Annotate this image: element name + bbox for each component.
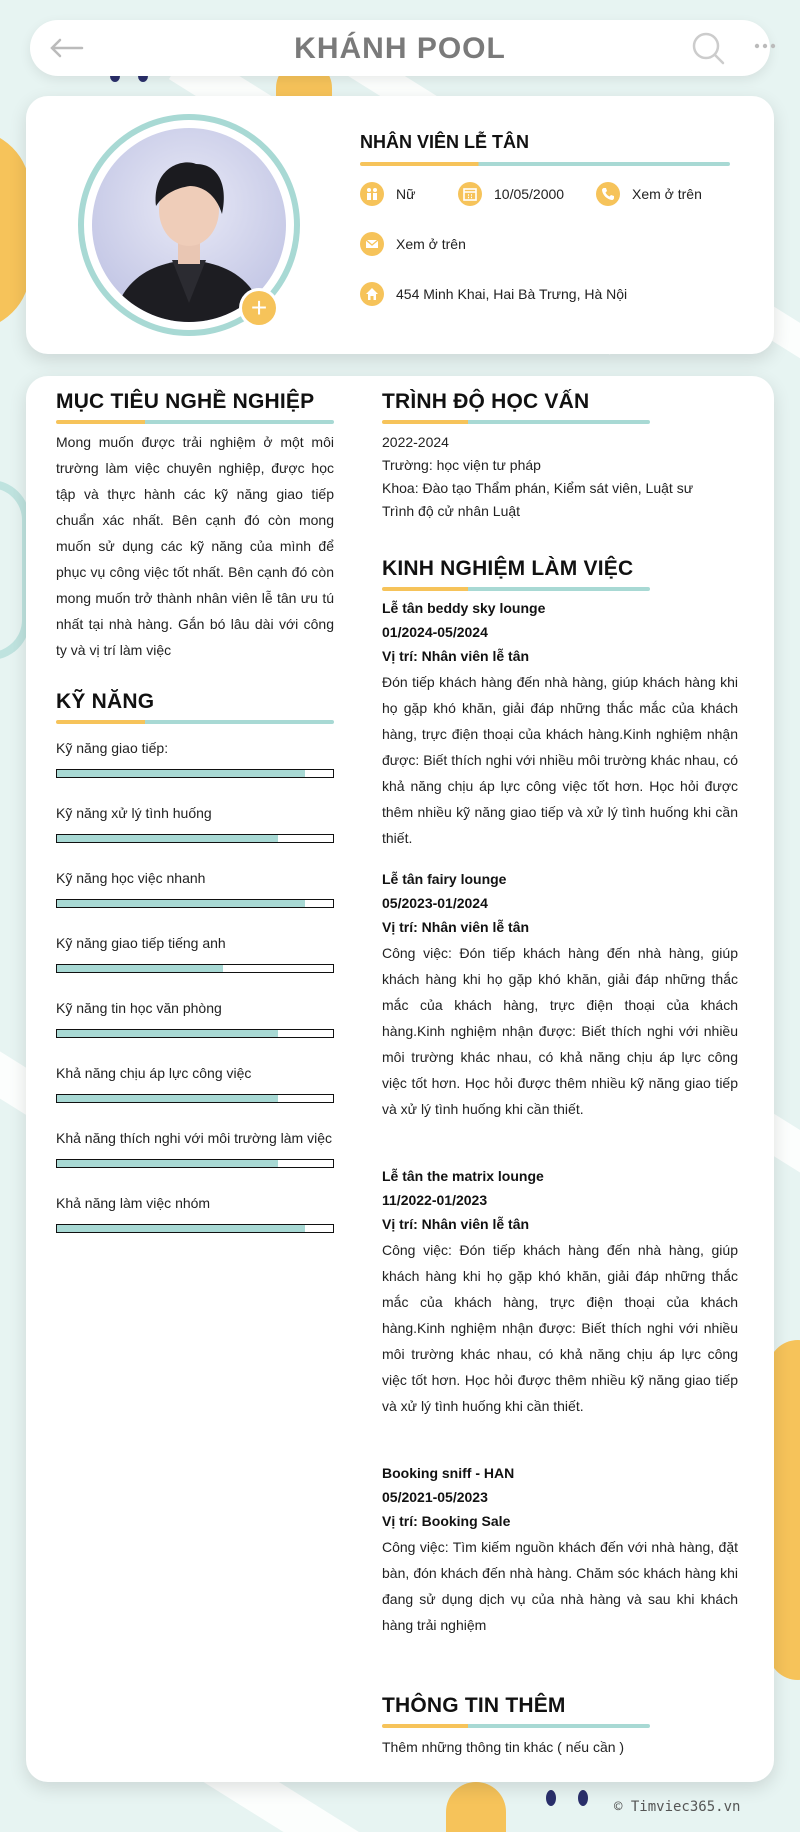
skills-divider <box>56 720 334 724</box>
skill-bar-fill <box>57 835 278 842</box>
phone-icon <box>596 182 620 206</box>
phone-row <box>596 182 702 206</box>
skill-bar-fill <box>57 900 305 907</box>
experience-description: Công việc: Tìm kiếm nguồn khách đến với nhà hàng, đặt bàn, đón khách đến nhà hàng. Chăm sóc khách hàng khi đang sử dụng dịch vụ của nhà hàng và sau khi khách hàng trải nghiệm <box>382 1539 738 1633</box>
job-title: NHÂN VIÊN LỄ TÂN <box>360 132 530 152</box>
search-icon[interactable] <box>690 30 726 66</box>
skill-label: Khả năng chịu áp lực công việc <box>56 1065 252 1081</box>
add-photo-button[interactable]: + <box>242 291 276 325</box>
education-divider <box>382 420 650 424</box>
phone-value: Xem ở trên <box>632 186 702 202</box>
skill-bar <box>56 1224 334 1233</box>
experience-position: Vị trí: Booking Sale <box>382 1513 511 1529</box>
experience-position: Vị trí: Nhân viên lễ tân <box>382 919 530 935</box>
calendar-icon <box>458 182 482 206</box>
skill-bar-fill <box>57 1160 278 1167</box>
experience-period: 05/2023-01/2024 <box>382 895 488 911</box>
experience-description: Đón tiếp khách hàng đến nhà hàng, giúp khách hàng khi họ gặp khó khăn, giải đáp những thắc mắc của khách hàng, trực điện thoại của khách hàng.Kinh nghiệm nhận được: Biết thích nghi với nhiều môi trường khác nhau, có khả năng chịu áp lực công việc tốt hơn. Học hỏi được thêm nhiều kỹ năng giao tiếp và xử lý tình huống khi cần thiết. <box>382 674 738 846</box>
skill-bar <box>56 1029 334 1038</box>
email-value: Xem ở trên <box>396 236 466 252</box>
extra-info-text: Thêm những thông tin khác ( nếu cần ) <box>382 1739 625 1755</box>
objective-divider <box>56 420 334 424</box>
experience-company: Lễ tân fairy lounge <box>382 871 507 887</box>
skill-label: Khả năng làm việc nhóm <box>56 1195 211 1211</box>
experience-description: Công việc: Đón tiếp khách hàng đến nhà hàng, giúp khách hàng khi họ gặp khó khăn, giải đáp những thắc mắc của khách hàng, trực điện thoại của khách hàng.Kinh nghiệm nhận được: Biết thích nghi với nhiều môi trường khác nhau, có khả năng chịu áp lực công việc tốt hơn. Học hỏi được thêm nhiều kỹ năng giao tiếp và xử lý tình huống khi cần thiết. <box>382 1242 738 1414</box>
experience-company: Lễ tân the matrix lounge <box>382 1168 544 1184</box>
skill-bar-fill <box>57 1225 305 1232</box>
skill-bar <box>56 1094 334 1103</box>
skill-bar-fill <box>57 770 305 777</box>
gender-value: Nữ <box>396 186 416 202</box>
education-degree: Trình độ cử nhân Luật <box>382 503 521 519</box>
birthday-row <box>458 182 564 206</box>
profile-card <box>26 96 774 354</box>
extra-info-title: THÔNG TIN THÊM <box>382 1694 566 1717</box>
experience-period: 05/2021-05/2023 <box>382 1489 488 1505</box>
email-row <box>360 232 466 256</box>
experience-position: Vị trí: Nhân viên lễ tân <box>382 648 530 664</box>
objective-text: Mong muốn được trải nghiệm ở một môi trường làm việc chuyên nghiệp, được học tập và thực hành các kỹ năng giao tiếp chuẩn xác nhất. Bên cạnh đó còn mong muốn sử dụng các kỹ năng của mình để phục vụ công việc tốt nhất. Bên cạnh đó còn mong muốn trở thành nhân viên lễ tân ưu tú nhất tại nhà hàng. Gắn bó lâu dài với công ty và vị trí làm việc <box>56 434 334 658</box>
skill-label: Kỹ năng tin học văn phòng <box>56 1000 222 1016</box>
gender-icon <box>360 182 384 206</box>
birthday-value: 10/05/2000 <box>494 186 565 202</box>
education-school: Trường: học viện tư pháp <box>382 457 541 473</box>
skill-bar <box>56 964 334 973</box>
skill-bar <box>56 834 334 843</box>
address-value: 454 Minh Khai, Hai Bà Trưng, Hà Nội <box>396 286 628 302</box>
experience-position: Vị trí: Nhân viên lễ tân <box>382 1216 530 1232</box>
title-divider <box>360 162 730 166</box>
experience-title: KINH NGHIỆM LÀM VIỆC <box>382 557 634 580</box>
experience-period: 01/2024-05/2024 <box>382 624 488 640</box>
main-card <box>26 376 774 1782</box>
experience-company: Lễ tân beddy sky lounge <box>382 600 546 616</box>
home-icon <box>360 282 384 306</box>
skill-label: Kỹ năng xử lý tình huống <box>56 805 212 821</box>
skill-bar-fill <box>57 1095 278 1102</box>
gender-row <box>360 182 415 206</box>
skill-bar <box>56 899 334 908</box>
more-options-icon[interactable] <box>750 34 780 58</box>
skill-bar <box>56 1159 334 1168</box>
email-icon <box>360 232 384 256</box>
skill-label: Kỹ năng giao tiếp: <box>56 740 169 756</box>
education-year: 2022-2024 <box>382 434 449 450</box>
top-bar <box>30 20 770 76</box>
extra-info-divider <box>382 1724 650 1728</box>
skill-label: Kỹ năng giao tiếp tiếng anh <box>56 935 226 951</box>
skill-bar-fill <box>57 1030 278 1037</box>
experience-divider <box>382 587 650 591</box>
page-title: KHÁNH POOL <box>294 32 506 65</box>
experience-description: Công việc: Đón tiếp khách hàng đến nhà hàng, giúp khách hàng khi họ gặp khó khăn, giải đáp những thắc mắc của khách hàng, trực điện thoại của khách hàng.Kinh nghiệm nhận được: Biết thích nghi với nhiều môi trường khác nhau, có khả năng chịu áp lực công việc tốt hơn. Học hỏi được thêm nhiều kỹ năng giao tiếp và xử lý tình huống khi cần thiết. <box>382 945 738 1117</box>
experience-period: 11/2022-01/2023 <box>382 1192 488 1208</box>
skill-bar <box>56 769 334 778</box>
skills-title: KỸ NĂNG <box>56 690 155 713</box>
experience-company: Booking sniff - HAN <box>382 1465 515 1481</box>
address-row <box>360 282 627 306</box>
footer-credit: © Timviec365.vn <box>614 1799 741 1815</box>
education-title: TRÌNH ĐỘ HỌC VẤN <box>382 390 590 413</box>
objective-title: MỤC TIÊU NGHỀ NGHIỆP <box>56 390 315 413</box>
skill-bar-fill <box>57 965 223 972</box>
education-faculty: Khoa: Đào tạo Thẩm phán, Kiểm sát viên, Luật sư <box>382 480 694 496</box>
skill-label: Khả năng thích nghi với môi trường làm việc <box>56 1130 332 1146</box>
skill-label: Kỹ năng học việc nhanh <box>56 870 206 886</box>
